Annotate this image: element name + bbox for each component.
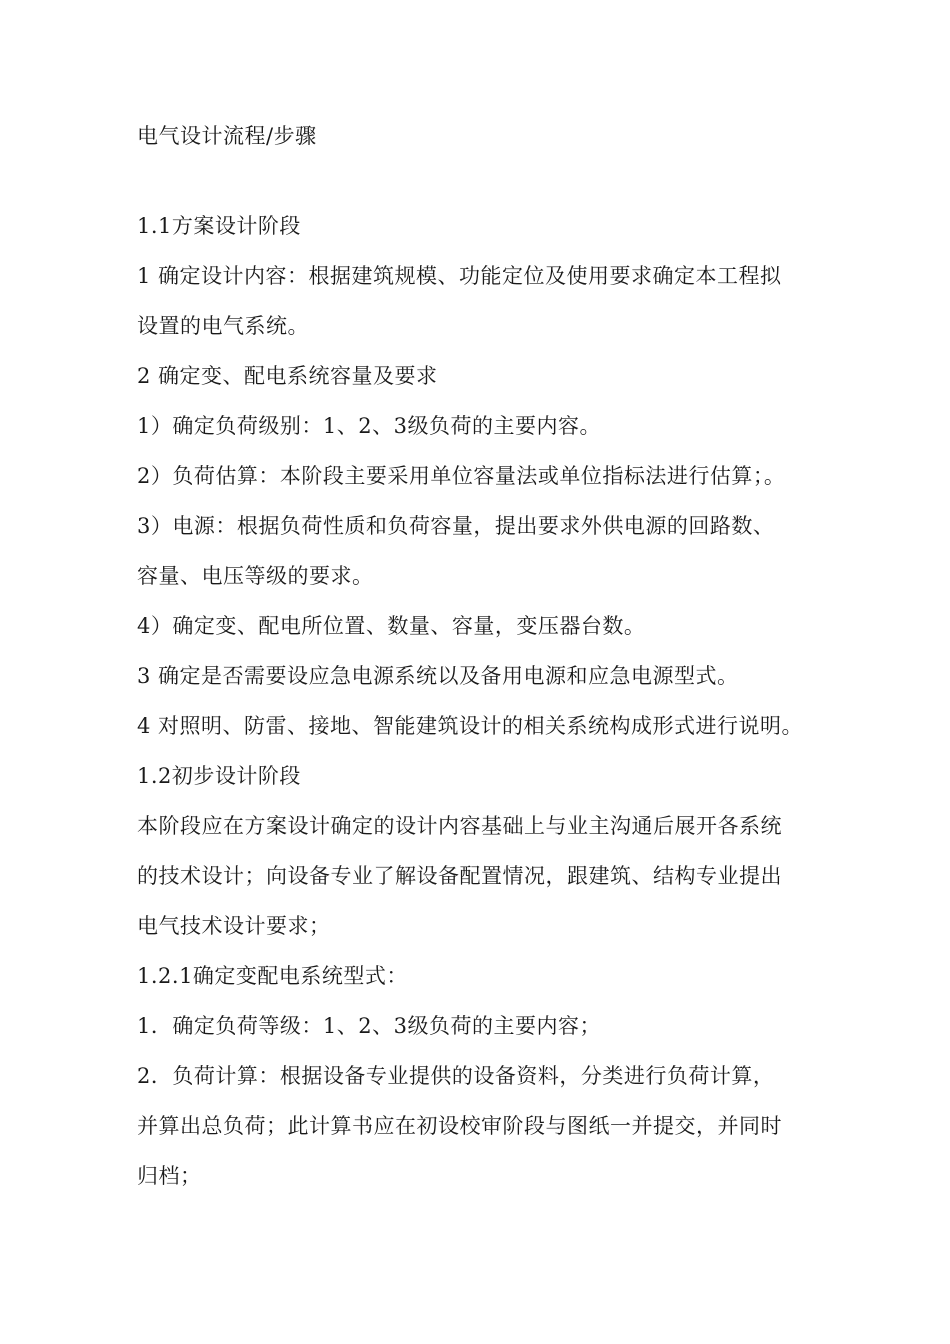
- paragraph-line: 归档；: [137, 1164, 202, 1188]
- paragraph-line: 电气技术设计要求；: [137, 914, 331, 938]
- paragraph-line: 3 确定是否需要设应急电源系统以及备用电源和应急电源型式。: [137, 664, 739, 688]
- paragraph-line: 2．负荷计算：根据设备专业提供的设备资料，分类进行负荷计算，: [137, 1064, 775, 1088]
- paragraph-line: 本阶段应在方案设计确定的设计内容基础上与业主沟通后展开各系统: [137, 814, 782, 838]
- paragraph-line: 设置的电气系统。: [137, 314, 309, 338]
- paragraph-line: 2 确定变、配电系统容量及要求: [137, 364, 438, 388]
- paragraph-line: 2）负荷估算：本阶段主要采用单位容量法或单位指标法进行估算；。: [137, 464, 786, 488]
- paragraph-line: 的技术设计；向设备专业了解设备配置情况，跟建筑、结构专业提出: [137, 864, 782, 888]
- paragraph-line: 4）确定变、配电所位置、数量、容量，变压器台数。: [137, 614, 646, 638]
- paragraph-line: 1 确定设计内容：根据建筑规模、功能定位及使用要求确定本工程拟: [137, 264, 782, 288]
- section-heading: 1.2初步设计阶段: [137, 764, 301, 788]
- paragraph-line: 1）确定负荷级别：1、2、3级负荷的主要内容。: [137, 414, 601, 438]
- paragraph-line: 并算出总负荷；此计算书应在初设校审阶段与图纸一并提交，并同时: [137, 1114, 782, 1138]
- paragraph-line: 3）电源：根据负荷性质和负荷容量，提出要求外供电源的回路数、: [137, 514, 775, 538]
- subsection-heading: 1.2.1确定变配电系统型式：: [137, 964, 408, 988]
- paragraph-line: 容量、电压等级的要求。: [137, 564, 374, 588]
- section-heading: 1.1方案设计阶段: [137, 214, 301, 238]
- paragraph-line: 4 对照明、防雷、接地、智能建筑设计的相关系统构成形式进行说明。: [137, 714, 804, 738]
- paragraph-line: 1．确定负荷等级：1、2、3级负荷的主要内容；: [137, 1014, 601, 1038]
- document-title: 电气设计流程/步骤: [137, 124, 317, 148]
